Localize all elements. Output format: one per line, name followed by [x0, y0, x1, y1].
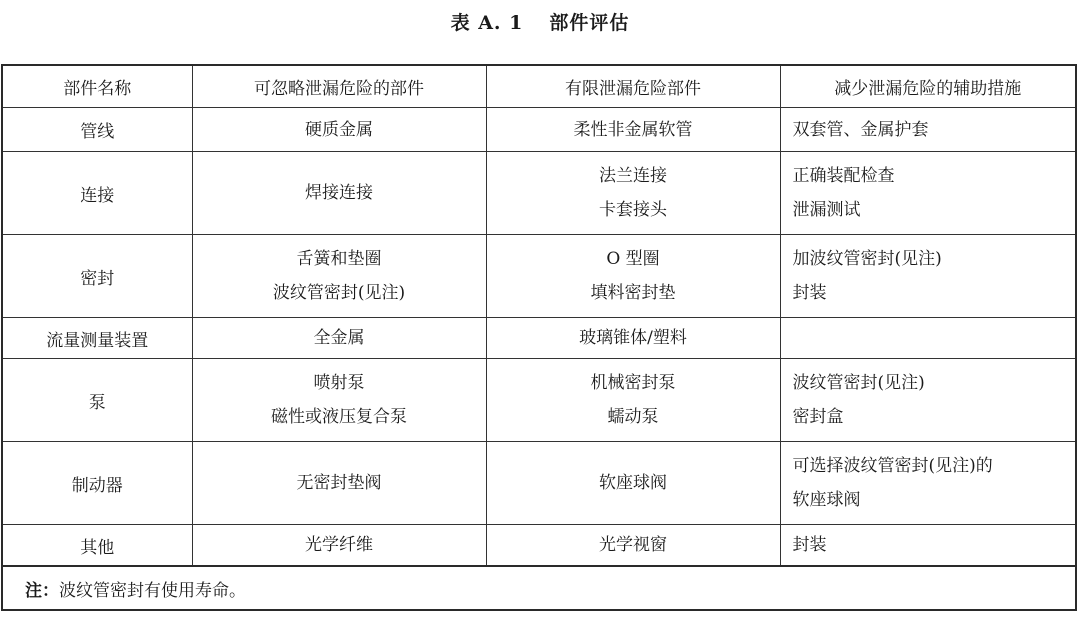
header-negligible-risk: 可忽略泄漏危险的部件 [192, 65, 486, 108]
cell-measures: 正确装配检查 泄漏测试 [780, 152, 1076, 235]
header-component-name: 部件名称 [2, 65, 192, 108]
cell-negligible: 全金属 [192, 318, 486, 359]
cell-negligible: 喷射泵 磁性或液压复合泵 [192, 359, 486, 442]
cell-negligible: 硬质金属 [192, 108, 486, 152]
cell-component: 管线 [2, 108, 192, 152]
table-number: 表 A. 1 [450, 12, 524, 34]
table-row [2, 442, 1076, 525]
cell-limited: 机械密封泵 蠕动泵 [486, 359, 780, 442]
cell-measures-empty [780, 318, 1076, 359]
table-row [2, 235, 1076, 318]
cell-limited: 柔性非金属软管 [486, 108, 780, 152]
cell-component: 泵 [2, 359, 192, 442]
cell-limited: 法兰连接 卡套接头 [486, 152, 780, 235]
cell-negligible: 舌簧和垫圈 波纹管密封(见注) [192, 235, 486, 318]
header-auxiliary-measures: 减少泄漏危险的辅助措施 [780, 65, 1076, 108]
cell-measures: 加波纹管密封(见注) 封装 [780, 235, 1076, 318]
table-row [2, 525, 1076, 567]
header-row [2, 65, 1076, 108]
table-row [2, 152, 1076, 235]
note-label: 注： [25, 580, 59, 601]
cell-component: 制动器 [2, 442, 192, 525]
cell-negligible: 光学纤维 [192, 525, 486, 567]
table-row [2, 108, 1076, 152]
header-limited-risk: 有限泄漏危险部件 [486, 65, 780, 108]
table-title [0, 8, 1080, 35]
cell-limited: 软座球阀 [486, 442, 780, 525]
cell-limited: 玻璃锥体/塑料 [486, 318, 780, 359]
cell-limited: 光学视窗 [486, 525, 780, 567]
table-caption: 部件评估 [549, 12, 630, 34]
cell-measures: 双套管、金属护套 [780, 108, 1076, 152]
cell-negligible: 焊接连接 [192, 152, 486, 235]
note-row [2, 566, 1076, 610]
cell-measures: 波纹管密封(见注) 密封盒 [780, 359, 1076, 442]
cell-measures: 封装 [780, 525, 1076, 567]
cell-measures: 可选择波纹管密封(见注)的 软座球阀 [780, 442, 1076, 525]
component-assessment-table [1, 64, 1077, 611]
cell-negligible: 无密封垫阀 [192, 442, 486, 525]
cell-limited: O 型圈 填料密封垫 [486, 235, 780, 318]
cell-component: 其他 [2, 525, 192, 567]
cell-component: 密封 [2, 235, 192, 318]
cell-component: 流量测量装置 [2, 318, 192, 359]
table-row [2, 318, 1076, 359]
note-text: 波纹管密封有使用寿命。 [59, 580, 246, 601]
table-note [2, 566, 1076, 610]
cell-component: 连接 [2, 152, 192, 235]
table-row [2, 359, 1076, 442]
